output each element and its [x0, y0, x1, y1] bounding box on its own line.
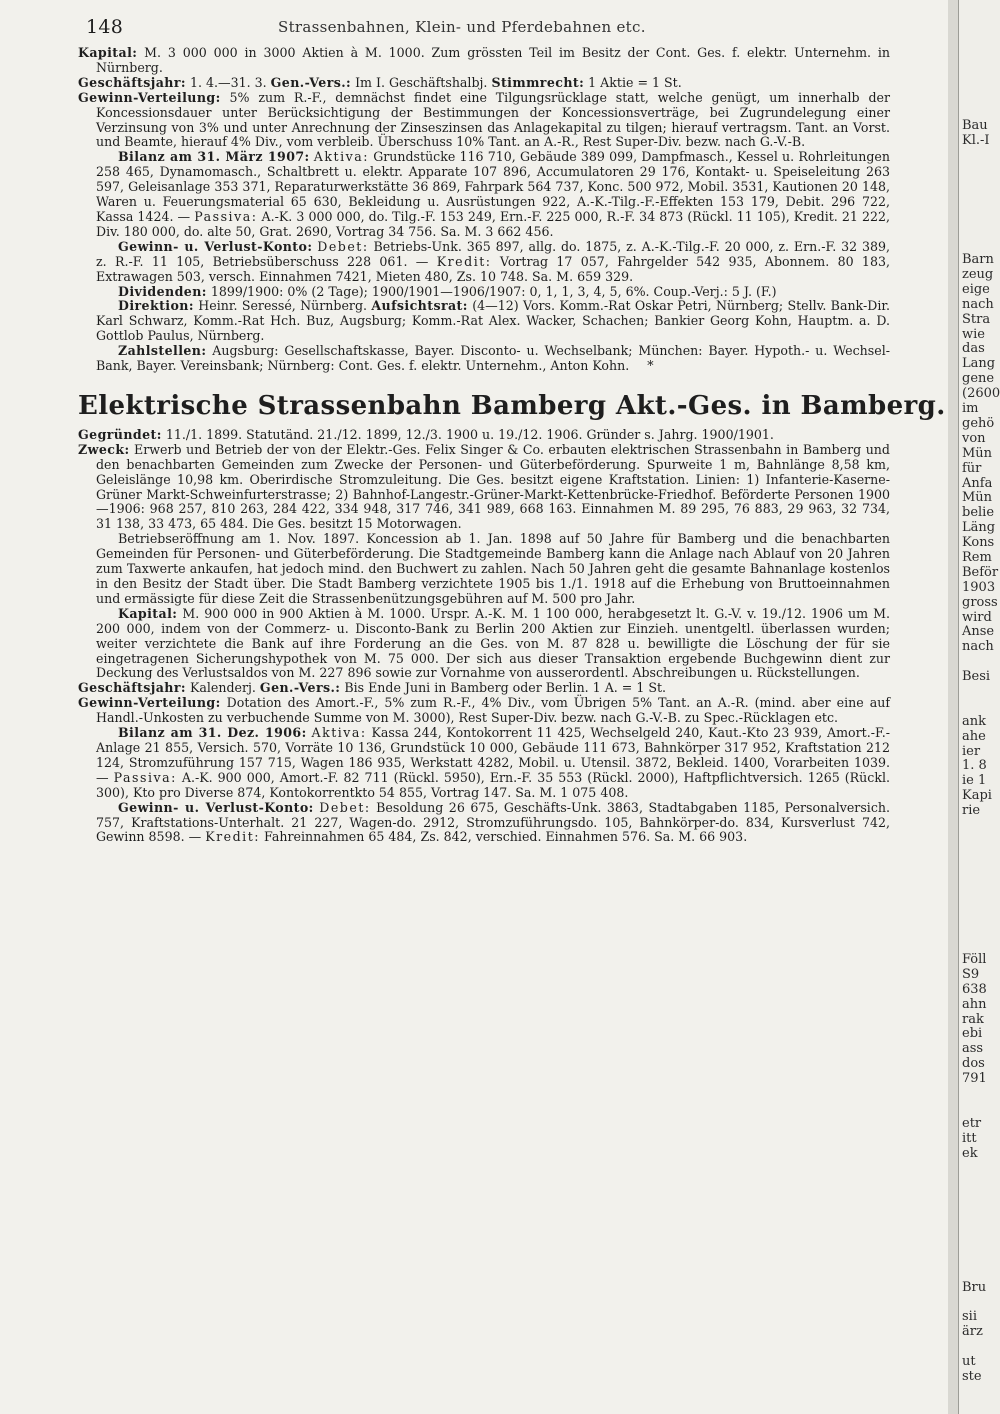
kapital-2-para: [78, 607, 890, 682]
margin-fragment: sii: [962, 1309, 977, 1325]
text-passiva-2: A.-K. 900 000, Amort.-F. 82 711 (Rückl. 5950), Ern.-F. 35 553 (Rückl. 2000), Haftpflichtversich. 1265 (Rückl. 300), Kto pro Diverse 874, Kontokorrentkto 54 855, Vortrag 147. Sa. M. 1 075 408.: [96, 769, 890, 800]
text-gewinn-verteilung: 5% zum R.-F., demnächst findet eine Tilgungsrücklage statt, welche genügt, um innerhalb der Koncessionsdauer unter Berücksichtigung der Bestimmungen der Koncessionsverträge, bei Zugrundelegung einer Verzinsung von 3% und unter Anrechnung der Zinseszinsen das Anlagekapital zu tilgen; hierauf vertragsm. Tant. an Vorst. und Beamte, hierauf 4% Div., vom verbleib. Überschuss 10% Tant. an A.-R., Rest Super-Div. bezw. nach G.-V.-B.: [96, 89, 890, 150]
margin-fragment: ahn: [962, 996, 987, 1012]
margin-fragment: [959, 1236, 1000, 1251]
text-zahlstellen: Augsburg: Gesellschaftskasse, Bayer. Disconto- u. Wechselbank; München: Bayer. Hypoth.- u. Wechsel-Bank, Bayer. Vereinsbank; Nürnberg: Cont. Ges. f. elektr. Unternehm., Anton Kohn.: [96, 343, 890, 374]
margin-fragment: [959, 15, 1000, 30]
margin-fragment: belie: [962, 505, 995, 521]
text-kapital-2: M. 900 000 in 900 Aktien à M. 1000. Urspr. A.-K. M. 1 100 000, herabgesetzt lt. G.-V. v. 19./12. 1906 um M. 200 000, indem von der Commerz- u. Disconto-Bank zu Berlin 200 Aktien zur Einzieh. unentgeltl. überlassen wurden; weiter verzichtete die Bank auf ihre Forderung an die Ges. von M. 87 828 u. bewilligte die Löschung der für sie eingetragenen Sicherungshypothek von M. 75 000. Der sich aus dieser Transaktion ergebende Buchgewinn dient zur Deckung des Verlustsaldos von M. 227 896 sowie zur Vornahme von ausserordentl. Abschreibungen u. Rückstellungen.: [96, 605, 890, 681]
margin-fragment: gross: [962, 594, 998, 610]
text-debet: Betriebs-Unk. 365 897, allg. do. 1875, z. A.-K.-Tilg.-F. 20 000, z. Ern.-F. 32 389, z. R.-F. 11 105, Betriebsüberschuss 228 061. —: [96, 238, 891, 269]
margin-fragment: [959, 849, 1000, 864]
margin-fragment: [959, 819, 1000, 834]
document-page: [78, 10, 946, 1410]
margin-fragment: Kl.-I: [962, 133, 990, 149]
margin-fragment: [959, 1102, 1000, 1117]
margin-fragment: 638: [962, 981, 987, 997]
margin-fragment: Mün: [962, 445, 993, 461]
margin-fragment: [959, 179, 1000, 194]
margin-fragment: zeug: [962, 267, 994, 283]
margin-fragment: wie: [962, 326, 985, 342]
margin-fragment: ek: [962, 1145, 978, 1161]
margin-fragment: gene: [962, 371, 995, 387]
margin-fragment: ahe: [962, 728, 986, 744]
label-dividenden: Dividenden:: [118, 283, 207, 299]
label-passiva-2: Passiva:: [113, 769, 177, 785]
gewinn-verteilung-2-para: [78, 696, 890, 726]
text-geschaeftsjahr-2: Kalenderj.: [189, 680, 256, 696]
margin-fragment: S9: [962, 966, 980, 982]
margin-fragment: [959, 700, 1000, 715]
margin-fragment: dos: [962, 1056, 985, 1072]
label-aufsichtsrat: Aufsichtsrat:: [371, 298, 468, 314]
zweck-para: [78, 443, 890, 532]
margin-fragment: ut: [962, 1354, 976, 1370]
label-gewinn-verteilung: Gewinn-Verteilung:: [78, 89, 221, 105]
margin-fragment: itt: [962, 1130, 977, 1146]
text-zweck: Erwerb und Betrieb der von der Elektr.-Ges. Felix Singer & Co. erbauten elektrischen Strassenbahn in Bamberg und den benachbarten Gemeinden zum Zwecke der Personen- und Güterbeförderung. Spurweite 1 m, Bahnlänge 8,58 km, Geleislänge 10,98 km. Oberirdische Stromzuleitung. Die Ges. besitzt eigene Kraftstation. Linien: 1) Infanterie-Kaserne-Grüner Markt-Schweinfurterstrasse; 2) Bahnhof-Langestr.-Grüner-Markt-Kettenbrücke-Friedhof. Beförderte Personen 1900—1906: 968 257, 810 263, 284 422, 334 948, 317 746, 341 989, 668 163. Einnahmen M. 89 295, 76 883, 29 963, 32 734, 31 138, 33 473, 65 484. Die Ges. besitzt 15 Motorwagen.: [96, 441, 890, 532]
text-gewinn-verteilung-2: Dotation des Amort.-F., 5% zum R.-F., 4% Div., vom Übrigen 5% Tant. an A.-R. (mind. aber eine auf Handl.-Unkosten zu verbuchende Summe von M. 3000), Rest Super-Div. bezw. nach G.-V.-B. zu Spec.-Rücklagen etc.: [96, 695, 890, 726]
margin-fragment: Kapi: [962, 788, 992, 804]
entry-2: [78, 428, 890, 845]
gegruendet-para: [78, 428, 890, 443]
text-dividenden: 1899/1900: 0% (2 Tage); 1900/1901—1906/1907: 0, 1, 1, 3, 4, 5, 6%. Coup.-Verj.: 5 J. (F.): [210, 283, 777, 299]
label-guv: Gewinn- u. Verlust-Konto:: [118, 238, 313, 254]
label-geschaeftsjahr-2: Geschäftsjahr:: [78, 680, 186, 696]
label-aktiva: Aktiva:: [313, 149, 369, 165]
margin-fragment: nach: [962, 639, 994, 655]
dividenden-para: [78, 285, 890, 300]
margin-fragment: [959, 164, 1000, 179]
margin-fragment: [959, 194, 1000, 209]
text-betrieb: Betriebseröffnung am 1. Nov. 1897. Koncession ab 1. Jan. 1898 auf 50 Jahre für Bamberg und die benachbarten Gemeinden für Personen- und Güterbeförderung. Die Stadtgemeinde Bamberg kann die Anlage nach Ablauf von 20 Jahren zum Taxwerte ankaufen, hat jedoch mind. den Buchwert zu zahlen. Nach 50 Jahren geht die gesamte Bahnanlage kostenlos in den Besitz der Stadt über. Die Stadt Bamberg verzichtete 1905 bis 1./1. 1918 auf die Erhebung von Bruttoeinnahmen und ermässigte für diese Zeit die Strassenbenützungsgebühren auf M. 500 pro Jahr.: [96, 531, 890, 606]
margin-fragment: [959, 923, 1000, 938]
margin-fragment: [959, 1206, 1000, 1221]
margin-fragment: [959, 1161, 1000, 1176]
margin-fragment: ier: [962, 743, 981, 759]
margin-fragment: Besi: [962, 669, 991, 685]
gewinn-verteilung-para: [78, 91, 890, 151]
margin-fragment: [959, 208, 1000, 223]
margin-fragment: gehö: [962, 415, 995, 431]
text-genvers-2: Bis Ende Juni in Bamberg oder Berlin. 1 A. = 1 St.: [344, 680, 667, 696]
label-kapital-2: Kapital:: [118, 605, 178, 621]
margin-fragment: [959, 1191, 1000, 1206]
margin-fragment: Mün: [962, 490, 993, 506]
label-debet: Debet:: [317, 238, 369, 254]
direktion-para: [78, 299, 890, 344]
margin-fragment: rie: [962, 803, 981, 819]
text-kredit-2: Fahreinnahmen 65 484, Zs. 842, verschied. Einnahmen 576. Sa. M. 66 903.: [264, 829, 748, 845]
label-guv-2: Gewinn- u. Verlust-Konto:: [118, 799, 314, 815]
margin-fragment: ärz: [962, 1324, 983, 1340]
zahlstellen-para: [78, 344, 890, 374]
label-bilanz: Bilanz am 31. März 1907:: [118, 149, 310, 165]
text-kapital: M. 3 000 000 in 3000 Aktien à M. 1000. Zum grössten Teil im Besitz der Cont. Ges. f. elektr. Unternehm. in Nürnberg.: [96, 45, 890, 75]
margin-fragment: [959, 938, 1000, 953]
asterisk-mark: *: [647, 358, 654, 374]
geschaeftsjahr-para: [78, 76, 890, 91]
margin-fragment: [959, 893, 1000, 908]
margin-fragment: [959, 1221, 1000, 1236]
label-genvers: Gen.-Vers.:: [270, 74, 352, 90]
margin-fragment: (2600: [962, 386, 1000, 402]
margin-fragment: [959, 685, 1000, 700]
text-aktiva: Grundstücke 116 710, Gebäude 389 099, Dampfmasch., Kessel u. Rohrleitungen 258 465, Dynamomasch., Schaltbrett u. elektr. Apparate 107 896, Accumulatoren 29 176, Kontakt- u. Speiseleitung 263 597, Geleisanlage 353 371, Reparaturwerkstätte 36 869, Fahrpark 564 737, Konc. 500 972, Mobil. 3531, Kautionen 20 148, Waren u. Feuerungsmaterial 65 630, Bekleidung u. Ausrüstungen 922, A.-K.-Tilg.-F.-Effekten 153 179, Debit. 296 722, Kassa 1424. —: [96, 149, 890, 224]
bilanz-para: [78, 150, 890, 239]
margin-fragment: [959, 834, 1000, 849]
bilanz-2-para: [78, 726, 890, 801]
margin-fragment: Rem: [962, 549, 992, 565]
page-gutter: [948, 0, 958, 1414]
margin-fragment: im: [962, 401, 979, 417]
label-zahlstellen: Zahlstellen:: [118, 343, 207, 359]
margin-fragment: [959, 0, 1000, 15]
label-geschaeftsjahr: Geschäftsjahr:: [78, 74, 186, 90]
margin-fragment: [959, 149, 1000, 164]
margin-fragment: 1903: [962, 579, 996, 595]
margin-fragment: ank: [962, 713, 987, 729]
text-geschaeftsjahr: 1. 4.—31. 3.: [189, 74, 267, 90]
margin-fragment: ebi: [962, 1026, 983, 1042]
margin-fragment: für: [962, 460, 982, 476]
label-direktion: Direktion:: [118, 298, 194, 314]
entry-1: [78, 46, 890, 374]
margin-fragment: [959, 864, 1000, 879]
adjacent-page-margin: [958, 0, 1000, 1414]
margin-fragment: von: [962, 430, 986, 446]
text-aktiva-2: Kassa 244, Kontokorrent 11 425, Wechselgeld 240, Kaut.-Kto 23 939, Amort.-F.-Anlage 21 855, Versich. 570, Vorräte 10 136, Grundstück 10 000, Gebäude 111 673, Bahnkörper 317 952, Kraftstation 212 124, Stromzuführung 157 715, Wagen 186 935, Werkstatt 4282, Mobil. u. Utensil. 3872, Bekleid. 1400, Vorarbeiten 1039. —: [96, 725, 890, 785]
margin-fragment: ass: [962, 1041, 984, 1057]
margin-fragment: [959, 1340, 1000, 1355]
text-direktion: Heinr. Seressé, Nürnberg.: [198, 298, 368, 314]
margin-fragment: [959, 908, 1000, 923]
margin-fragment: Läng: [962, 520, 996, 536]
margin-fragment: [959, 60, 1000, 75]
margin-fragment: ste: [962, 1368, 982, 1384]
margin-fragment: [959, 89, 1000, 104]
margin-fragment: Bau: [962, 118, 988, 134]
margin-fragment: [959, 1251, 1000, 1266]
margin-fragment: Kons: [962, 535, 995, 551]
label-genvers-2: Gen.-Vers.:: [259, 680, 341, 696]
margin-fragment: 791: [962, 1071, 987, 1087]
label-kapital: Kapital:: [78, 45, 138, 60]
section-title: Elektrische Strassenbahn Bamberg Akt.-Ges. in Bamberg.: [78, 390, 946, 421]
text-debet-2: Besoldung 26 675, Geschäfts-Unk. 3863, Stadtabgaben 1185, Personalversich. 757, Kraftstations-Unterhalt. 21 227, Wagen-do. 2912, Stromzuführungsdo. 105, Bahnkörper-do. 834, Kursverlust 742, Gewinn 8598. —: [96, 799, 890, 845]
kapital-para: [78, 46, 890, 76]
margin-fragment: [959, 655, 1000, 670]
margin-fragment: [959, 30, 1000, 45]
margin-fragment: Beför: [962, 564, 999, 580]
label-zweck: Zweck:: [78, 441, 130, 457]
label-gewinn-verteilung-2: Gewinn-Verteilung:: [78, 695, 221, 711]
margin-fragment: wird: [962, 609, 992, 625]
text-gegruendet: 11./1. 1899. Statutänd. 21./12. 1899, 12./3. 1900 u. 19./12. 1906. Gründer s. Jahrg. 1900/1901.: [165, 426, 774, 442]
margin-fragment: Lang: [962, 356, 996, 372]
margin-fragment: etr: [962, 1115, 982, 1131]
running-title: Strassenbahnen, Klein- und Pferdebahnen etc.: [278, 18, 646, 36]
margin-fragment: 1. 8: [962, 758, 987, 774]
margin-fragment: [959, 879, 1000, 894]
text-kredit: Vortrag 17 057, Fahrgelder 542 935, Abonnem. 80 183, Extrawagen 503, versch. Einnahmen 7421, Mieten 480, Zs. 10 748. Sa. M. 659 329.: [96, 253, 890, 284]
page-number: 148: [86, 16, 124, 38]
text-passiva: A.-K. 3 000 000, do. Tilg.-F. 153 249, Ern.-F. 225 000, R.-F. 34 873 (Rückl. 11 105), Kredit. 21 222, Div. 180 000, do. alte 50, Grat. 2690, Vortrag 34 756. Sa. M. 3 662 456.: [96, 208, 890, 239]
margin-fragment: [959, 1087, 1000, 1102]
betrieb-para: [78, 532, 890, 607]
margin-fragment: [959, 1176, 1000, 1191]
label-kredit: Kredit:: [436, 253, 492, 269]
margin-fragment: [959, 1266, 1000, 1281]
text-stimmrecht: 1 Aktie = 1 St.: [588, 74, 682, 90]
margin-fragment: das: [962, 341, 985, 357]
margin-fragment: [959, 1295, 1000, 1310]
margin-fragment: Bru: [962, 1279, 987, 1295]
margin-fragment: Anfa: [962, 475, 993, 491]
margin-fragment: Barn: [962, 252, 994, 268]
margin-fragment: [959, 238, 1000, 253]
text-genvers: Im I. Geschäftshalbj.: [355, 74, 488, 90]
margin-fragment: Anse: [962, 624, 995, 640]
text-aufsichtsrat: (4—12) Vors. Komm.-Rat Oskar Petri, Nürnberg; Stellv. Bank-Dir. Karl Schwarz, Komm.-Rat Hch. Buz, Augsburg; Komm.-Rat Alex. Wacker, Schachen; Bankier Georg Kohn, Hauptm. a. D. Gottlob Paulus, Nürnberg.: [96, 298, 890, 344]
label-stimmrecht: Stimmrecht:: [491, 74, 585, 90]
label-passiva: Passiva:: [194, 208, 258, 224]
label-debet-2: Debet:: [319, 799, 371, 815]
geschaeftsjahr-2-para: [78, 681, 890, 696]
label-gegruendet: Gegründet:: [78, 426, 162, 442]
label-bilanz-2: Bilanz am 31. Dez. 1906:: [118, 725, 307, 741]
label-kredit-2: Kredit:: [205, 829, 260, 845]
margin-fragment: eige: [962, 281, 990, 297]
margin-fragment: [959, 74, 1000, 89]
label-aktiva-2: Aktiva:: [311, 725, 367, 741]
margin-fragment: [959, 223, 1000, 238]
margin-fragment: [959, 104, 1000, 119]
margin-fragment: nach: [962, 296, 994, 312]
margin-fragment: ie 1: [962, 773, 987, 789]
guv-para: [78, 240, 890, 285]
margin-fragment: rak: [962, 1011, 984, 1027]
page-header: [78, 10, 890, 46]
guv-2-para: [78, 801, 890, 846]
margin-fragment: [959, 45, 1000, 60]
margin-fragment: Föll: [962, 952, 987, 967]
margin-fragment: Stra: [962, 311, 991, 327]
